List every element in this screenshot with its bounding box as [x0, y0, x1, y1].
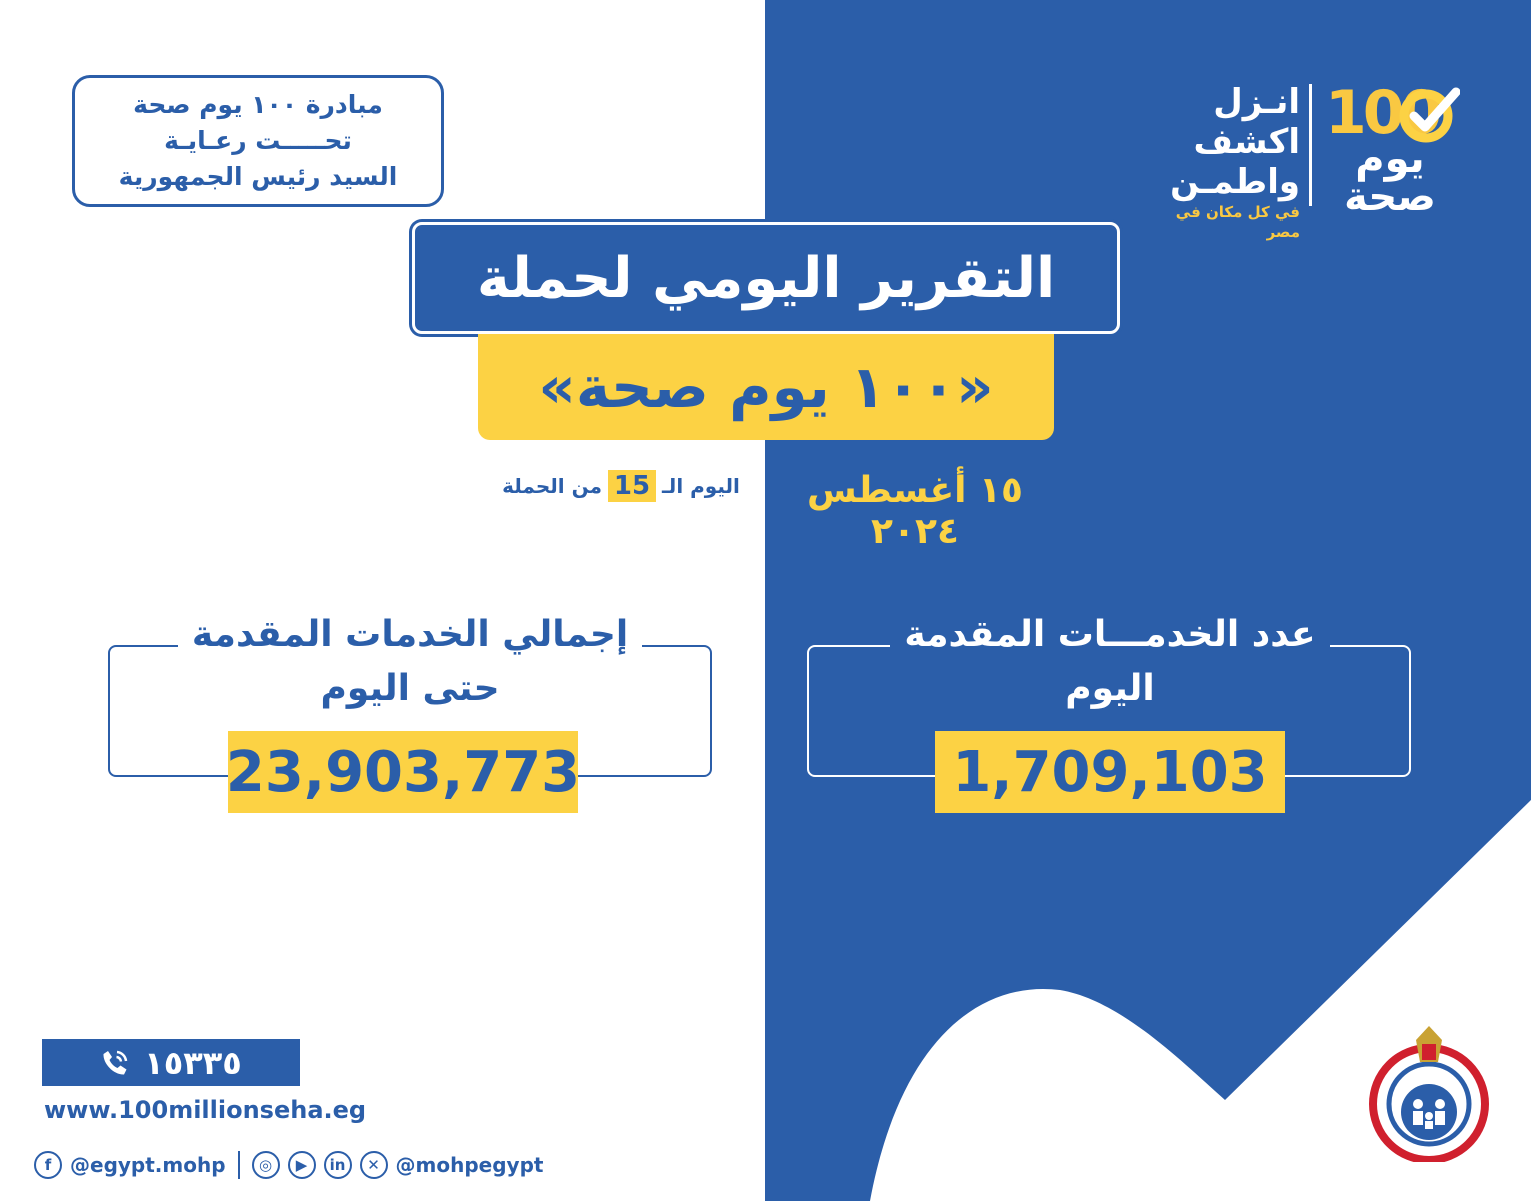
- instagram-icon[interactable]: ◎: [252, 1151, 280, 1179]
- slogan-line2: اكشف: [1193, 122, 1300, 162]
- slogan-line1: انـزل: [1213, 82, 1300, 122]
- logo-seha: صحة: [1344, 174, 1436, 220]
- phone-icon: [100, 1048, 130, 1078]
- initiative-line2: تحـــــت رعـايـة: [164, 126, 352, 155]
- facebook-icon[interactable]: f: [34, 1151, 62, 1179]
- slogan-line3: واطمـن: [1170, 162, 1300, 202]
- logo-divider: [1309, 84, 1312, 206]
- hotline-badge[interactable]: [42, 1039, 300, 1086]
- report-date: ١٥ أغسطس ٢٠٢٤: [806, 470, 1023, 552]
- logo-slogan: [1150, 82, 1300, 242]
- campaign-day-prefix: اليوم الـ: [661, 474, 740, 498]
- logo-yawm: يوم: [1355, 136, 1425, 182]
- total-services-title: [120, 608, 700, 716]
- initiative-line3: السيد رئيس الجمهورية: [118, 162, 398, 191]
- page-title: التقرير اليومي لحملة: [412, 222, 1120, 334]
- today-title-line2: اليوم: [1065, 668, 1155, 709]
- logo-text: [1325, 136, 1455, 220]
- campaign-day-suffix: من الحملة: [502, 474, 602, 498]
- logo-tagline: في كل مكان في مصر: [1175, 203, 1300, 241]
- page-subtitle: «١٠٠ يوم صحة»: [478, 334, 1054, 440]
- campaign-day: [486, 466, 756, 506]
- linkedin-icon[interactable]: in: [324, 1151, 352, 1179]
- logo-number: 100: [1325, 78, 1439, 148]
- total-services-value: 23,903,773: [228, 731, 578, 813]
- website-link[interactable]: www.100millionseha.eg: [44, 1096, 367, 1124]
- today-services-title: [820, 608, 1400, 716]
- initiative-box: [72, 75, 444, 207]
- social-divider: [238, 1151, 240, 1179]
- ministry-logo: [1362, 1022, 1496, 1162]
- total-title-line1: إجمالي الخدمات المقدمة: [178, 614, 642, 655]
- total-title-line2: حتى اليوم: [320, 668, 500, 709]
- x-icon[interactable]: ✕: [360, 1151, 388, 1179]
- social-handle[interactable]: @mohpegypt: [395, 1153, 544, 1177]
- today-services-value: 1,709,103: [935, 731, 1285, 813]
- facebook-handle[interactable]: @egypt.mohp: [70, 1153, 226, 1177]
- today-title-line1: عدد الخدمـــات المقدمة: [890, 614, 1329, 655]
- youtube-icon[interactable]: ▶: [288, 1151, 316, 1179]
- social-bar: [34, 1148, 543, 1182]
- campaign-day-number: 15: [608, 470, 656, 502]
- initiative-line1: مبادرة ١٠٠ يوم صحة: [133, 90, 383, 119]
- hotline-number: ١٥٣٣٥: [144, 1043, 242, 1082]
